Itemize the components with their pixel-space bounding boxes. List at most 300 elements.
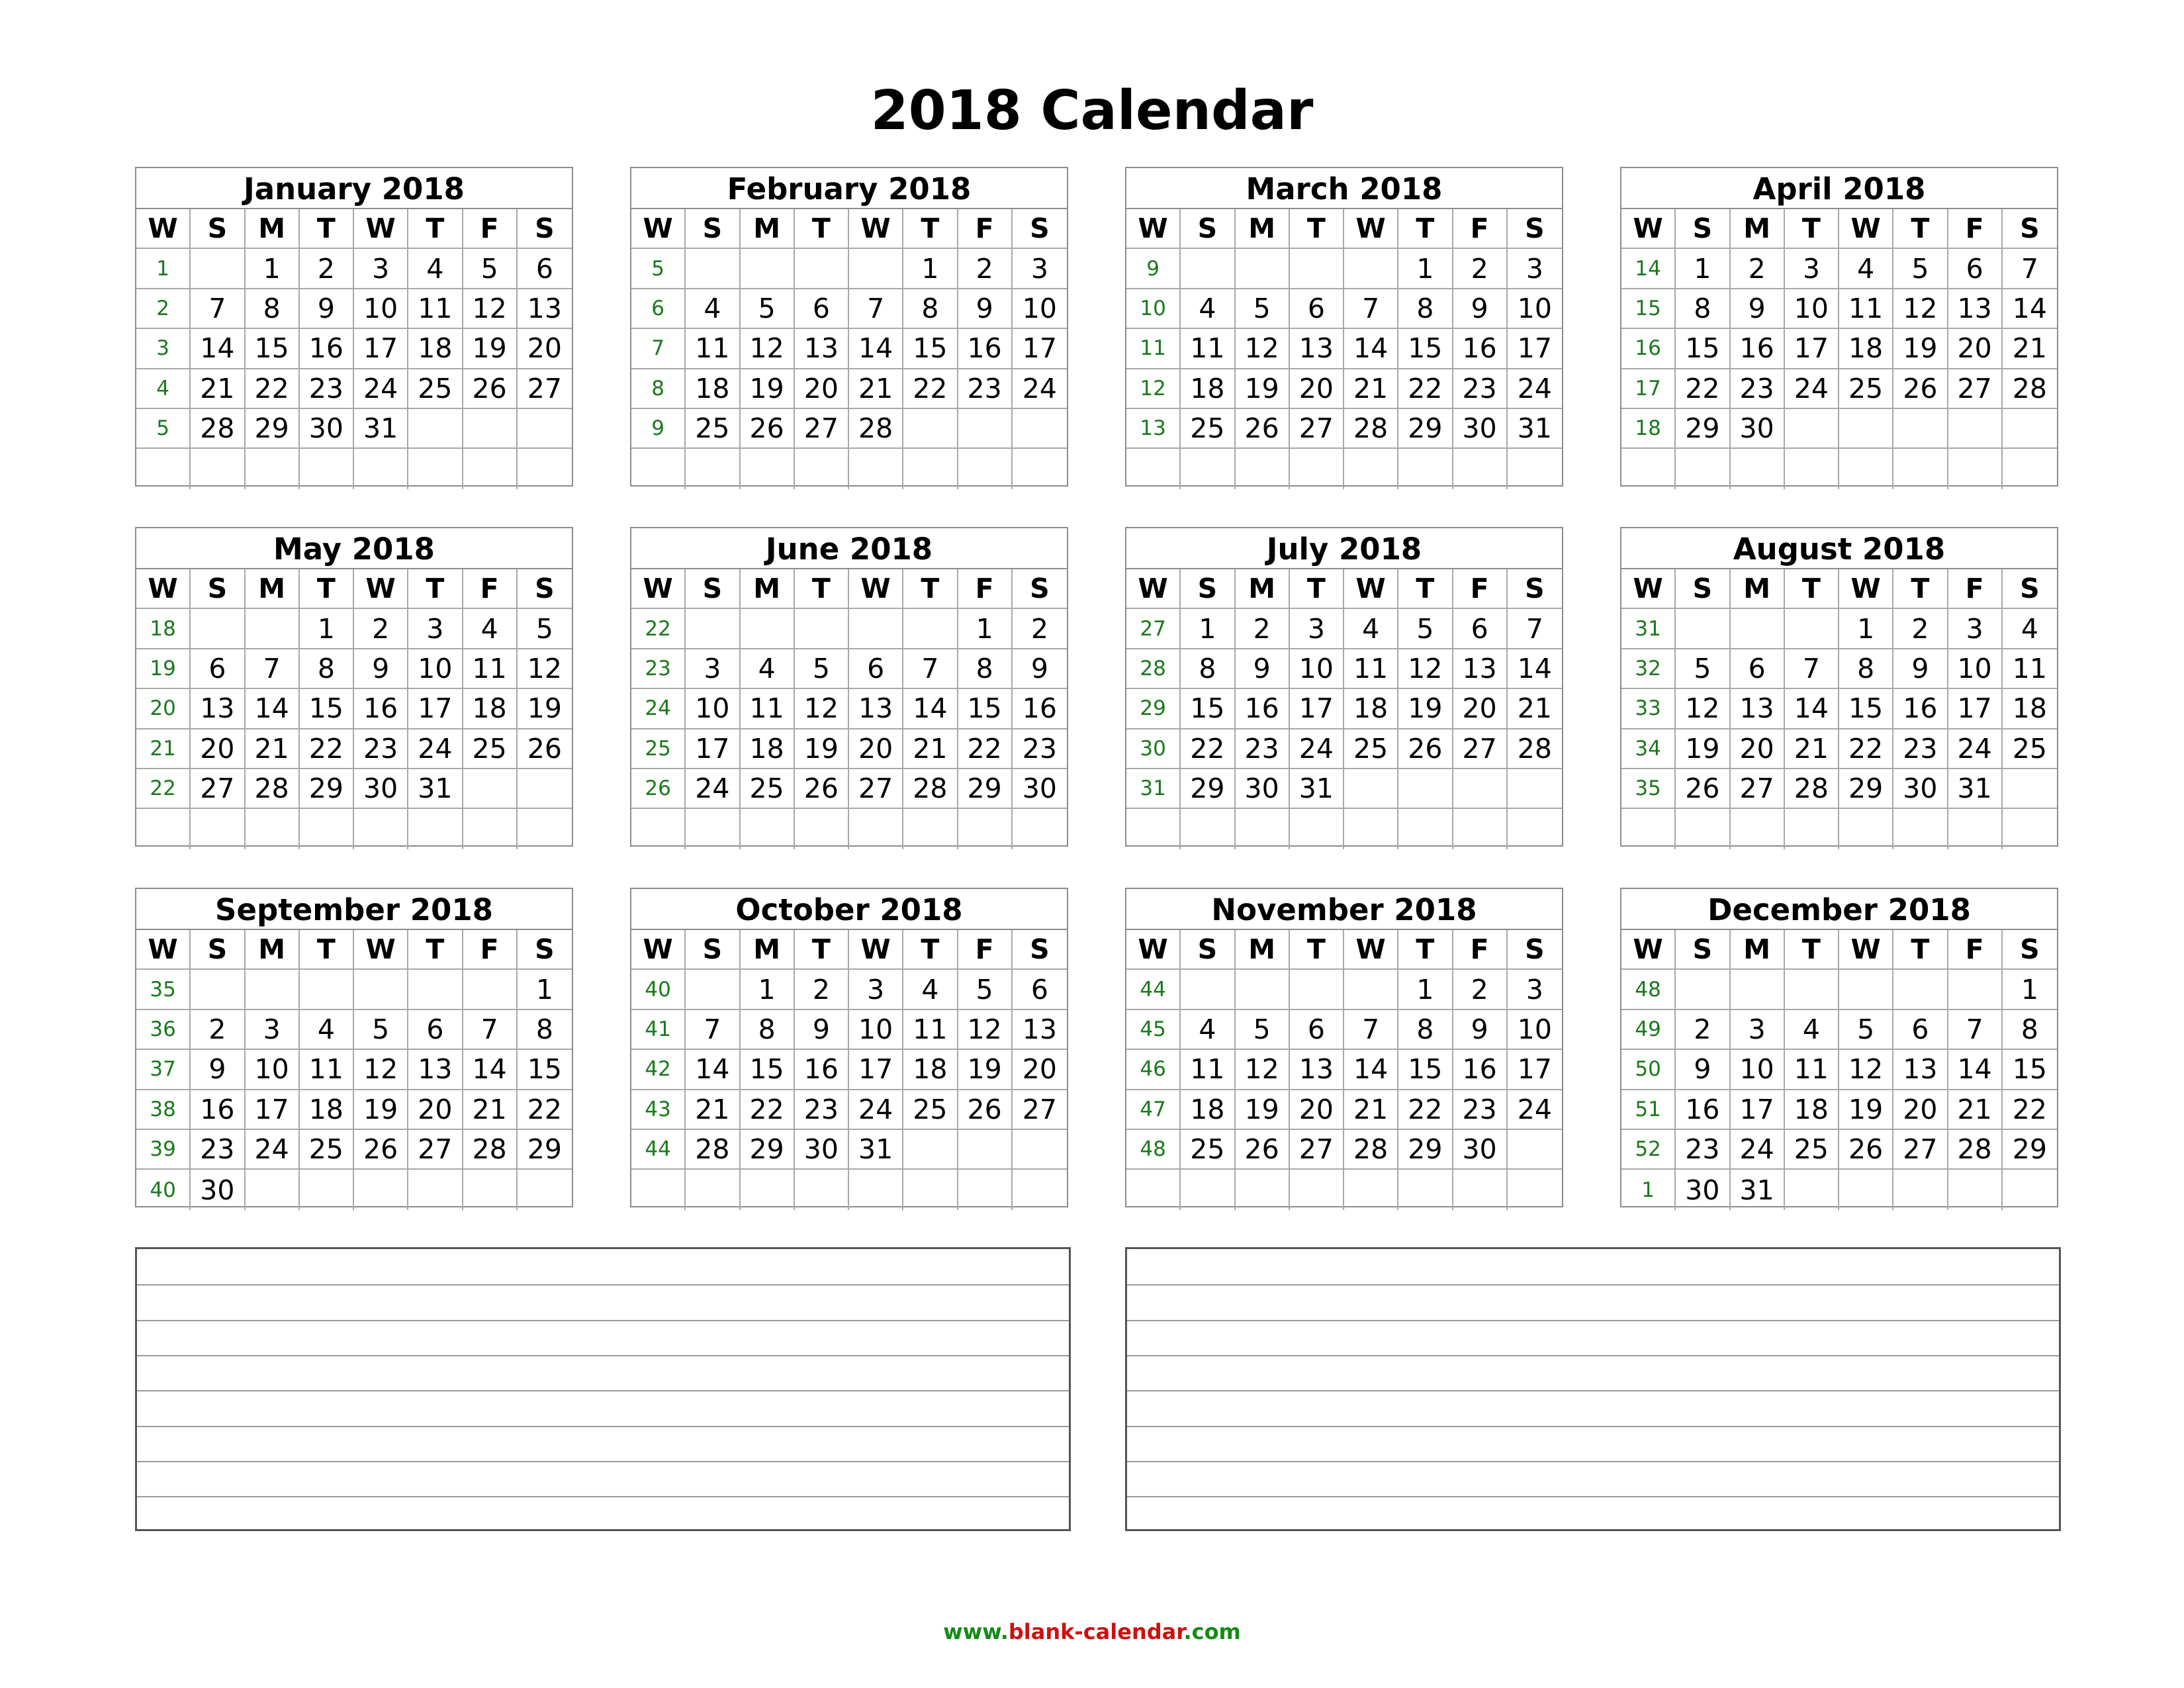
day-cell: 23 xyxy=(1013,729,1067,769)
week-number: 31 xyxy=(1621,609,1676,649)
day-cell xyxy=(1893,409,1948,449)
weekday-header: W xyxy=(1839,569,1893,609)
day-cell: 3 xyxy=(408,609,463,649)
week-number: 3 xyxy=(136,329,191,369)
day-cell xyxy=(1344,809,1398,849)
day-cell: 28 xyxy=(1948,1130,2003,1170)
footer-website[interactable] xyxy=(0,1619,2184,1644)
day-cell: 28 xyxy=(903,769,958,809)
day-cell: 28 xyxy=(191,409,245,449)
day-cell xyxy=(849,609,903,649)
week-number: 41 xyxy=(631,1010,686,1050)
day-cell xyxy=(1013,409,1067,449)
weekday-header: T xyxy=(408,569,463,609)
day-cell: 3 xyxy=(354,249,408,289)
day-cell: 16 xyxy=(1676,1090,1730,1130)
day-cell: 24 xyxy=(354,369,408,409)
week-number: 23 xyxy=(631,649,686,689)
day-cell xyxy=(1453,769,1508,809)
day-cell xyxy=(1731,609,1785,649)
week-number: 36 xyxy=(136,1010,191,1050)
note-line xyxy=(137,1284,1069,1286)
weekday-header: F xyxy=(1948,930,2003,970)
day-cell: 14 xyxy=(1785,689,1839,729)
day-cell: 25 xyxy=(300,1130,354,1170)
week-number: 16 xyxy=(1621,329,1676,369)
day-cell xyxy=(408,970,463,1009)
weekday-header: T xyxy=(1398,930,1453,970)
weekday-header: T xyxy=(408,209,463,249)
footer-www: www. xyxy=(943,1619,1009,1644)
week-number: 35 xyxy=(1621,769,1676,809)
day-cell: 22 xyxy=(741,1090,795,1130)
day-cell: 4 xyxy=(300,1010,354,1050)
day-cell xyxy=(354,970,408,1009)
day-cell: 30 xyxy=(1731,409,1785,449)
month-grid xyxy=(1126,930,1562,1210)
day-cell: 12 xyxy=(1236,329,1290,369)
week-number: 29 xyxy=(1126,689,1181,729)
day-cell: 30 xyxy=(1453,409,1508,449)
weekday-header: S xyxy=(1181,930,1235,970)
weekday-header: W xyxy=(354,209,408,249)
day-cell: 11 xyxy=(463,649,518,689)
weekday-header: S xyxy=(1676,569,1730,609)
day-cell: 20 xyxy=(1290,369,1344,409)
day-cell: 21 xyxy=(1344,369,1398,409)
day-cell xyxy=(1344,249,1398,289)
day-cell: 9 xyxy=(958,289,1013,329)
notes-box-right[interactable] xyxy=(1125,1247,2061,1531)
week-number: 35 xyxy=(136,970,191,1009)
week-number-header: W xyxy=(631,930,686,970)
day-cell: 23 xyxy=(354,729,408,769)
note-line xyxy=(1127,1496,2059,1497)
day-cell: 14 xyxy=(903,689,958,729)
day-cell: 20 xyxy=(191,729,245,769)
day-cell: 25 xyxy=(463,729,518,769)
day-cell: 1 xyxy=(2003,970,2057,1009)
day-cell: 27 xyxy=(1731,769,1785,809)
day-cell xyxy=(300,970,354,1009)
week-number: 45 xyxy=(1126,1010,1181,1050)
day-cell: 24 xyxy=(408,729,463,769)
weekday-header: M xyxy=(1236,209,1290,249)
weekday-header: T xyxy=(795,209,849,249)
day-cell: 7 xyxy=(2003,249,2057,289)
day-cell: 20 xyxy=(1731,729,1785,769)
month-calendar xyxy=(1125,527,1563,847)
day-cell: 6 xyxy=(191,649,245,689)
day-cell: 27 xyxy=(795,409,849,449)
day-cell xyxy=(1676,970,1730,1009)
day-cell: 14 xyxy=(686,1050,740,1090)
day-cell xyxy=(354,809,408,849)
month-grid xyxy=(631,209,1067,489)
month-title: December 2018 xyxy=(1621,889,2057,930)
month-calendar xyxy=(1125,888,1563,1207)
day-cell xyxy=(1785,409,1839,449)
day-cell: 5 xyxy=(1893,249,1948,289)
weekday-header: M xyxy=(1731,569,1785,609)
day-cell xyxy=(1181,449,1235,489)
day-cell: 17 xyxy=(1731,1090,1785,1130)
day-cell: 29 xyxy=(1676,409,1730,449)
day-cell: 15 xyxy=(1398,329,1453,369)
day-cell: 3 xyxy=(686,649,740,689)
day-cell: 18 xyxy=(1785,1090,1839,1130)
day-cell: 26 xyxy=(1398,729,1453,769)
week-number: 21 xyxy=(136,729,191,769)
day-cell: 17 xyxy=(1290,689,1344,729)
day-cell: 29 xyxy=(1839,769,1893,809)
day-cell: 19 xyxy=(1676,729,1730,769)
day-cell: 14 xyxy=(2003,289,2057,329)
day-cell: 7 xyxy=(1785,649,1839,689)
day-cell: 8 xyxy=(958,649,1013,689)
week-number: 4 xyxy=(136,369,191,409)
day-cell: 15 xyxy=(903,329,958,369)
day-cell xyxy=(741,249,795,289)
day-cell: 7 xyxy=(463,1010,518,1050)
day-cell: 14 xyxy=(1948,1050,2003,1090)
day-cell: 19 xyxy=(1839,1090,1893,1130)
day-cell: 3 xyxy=(849,970,903,1009)
day-cell: 15 xyxy=(1398,1050,1453,1090)
day-cell: 25 xyxy=(1344,729,1398,769)
day-cell xyxy=(408,809,463,849)
day-cell: 3 xyxy=(246,1010,300,1050)
week-number: 44 xyxy=(631,1130,686,1170)
day-cell xyxy=(1013,1130,1067,1170)
day-cell xyxy=(1508,449,1562,489)
week-number-header: W xyxy=(1126,569,1181,609)
day-cell: 13 xyxy=(408,1050,463,1090)
day-cell xyxy=(300,1170,354,1209)
day-cell xyxy=(1290,809,1344,849)
week-number-header: W xyxy=(1621,930,1676,970)
day-cell: 13 xyxy=(191,689,245,729)
day-cell: 18 xyxy=(1181,369,1235,409)
weekday-header: F xyxy=(1453,569,1508,609)
weekday-header: S xyxy=(518,930,572,970)
day-cell: 7 xyxy=(903,649,958,689)
week-number-header: W xyxy=(631,569,686,609)
day-cell xyxy=(1731,809,1785,849)
week-number: 20 xyxy=(136,689,191,729)
day-cell xyxy=(686,1170,740,1209)
week-number xyxy=(631,809,686,849)
day-cell xyxy=(1893,449,1948,489)
day-cell: 26 xyxy=(1839,1130,1893,1170)
day-cell: 13 xyxy=(1893,1050,1948,1090)
day-cell xyxy=(903,449,958,489)
weekday-header: W xyxy=(1839,930,1893,970)
day-cell: 9 xyxy=(300,289,354,329)
day-cell: 6 xyxy=(1948,249,2003,289)
day-cell: 25 xyxy=(1181,409,1235,449)
week-number: 12 xyxy=(1126,369,1181,409)
day-cell: 7 xyxy=(1344,1010,1398,1050)
day-cell xyxy=(463,809,518,849)
day-cell: 13 xyxy=(795,329,849,369)
weekday-header: F xyxy=(1453,930,1508,970)
day-cell: 2 xyxy=(1453,249,1508,289)
day-cell: 19 xyxy=(518,689,572,729)
day-cell: 12 xyxy=(1398,649,1453,689)
day-cell: 29 xyxy=(1398,409,1453,449)
day-cell: 5 xyxy=(463,249,518,289)
day-cell xyxy=(1453,1170,1508,1209)
day-cell xyxy=(1893,1170,1948,1209)
day-cell: 5 xyxy=(1236,1010,1290,1050)
month-calendar xyxy=(630,167,1068,487)
month-grid xyxy=(1621,930,2057,1210)
day-cell xyxy=(903,409,958,449)
notes-box-left[interactable] xyxy=(135,1247,1071,1531)
day-cell: 30 xyxy=(1236,769,1290,809)
week-number: 33 xyxy=(1621,689,1676,729)
day-cell: 2 xyxy=(1236,609,1290,649)
day-cell: 27 xyxy=(1290,1130,1344,1170)
day-cell: 23 xyxy=(1676,1130,1730,1170)
weekday-header: M xyxy=(246,209,300,249)
weekday-header: F xyxy=(1948,569,2003,609)
weekday-header: W xyxy=(1344,209,1398,249)
day-cell: 10 xyxy=(686,689,740,729)
day-cell xyxy=(2003,1170,2057,1209)
month-calendar xyxy=(135,527,573,847)
week-number: 7 xyxy=(631,329,686,369)
day-cell: 6 xyxy=(518,249,572,289)
day-cell: 4 xyxy=(2003,609,2057,649)
day-cell: 9 xyxy=(1013,649,1067,689)
month-calendar xyxy=(1125,167,1563,487)
weekday-header: F xyxy=(463,930,518,970)
day-cell xyxy=(1948,449,2003,489)
weekday-header: S xyxy=(191,930,245,970)
day-cell xyxy=(1344,769,1398,809)
week-number-header: W xyxy=(1621,209,1676,249)
day-cell xyxy=(1290,970,1344,1009)
day-cell: 13 xyxy=(1948,289,2003,329)
week-number: 1 xyxy=(136,249,191,289)
day-cell xyxy=(1785,809,1839,849)
day-cell xyxy=(246,449,300,489)
day-cell: 20 xyxy=(408,1090,463,1130)
day-cell xyxy=(1236,809,1290,849)
weekday-header: W xyxy=(1344,569,1398,609)
day-cell: 23 xyxy=(958,369,1013,409)
day-cell: 22 xyxy=(1839,729,1893,769)
day-cell: 22 xyxy=(1398,1090,1453,1130)
day-cell: 6 xyxy=(1290,289,1344,329)
week-number-header: W xyxy=(1621,569,1676,609)
day-cell: 22 xyxy=(1398,369,1453,409)
day-cell: 21 xyxy=(903,729,958,769)
day-cell xyxy=(1344,449,1398,489)
day-cell xyxy=(741,449,795,489)
day-cell: 29 xyxy=(1398,1130,1453,1170)
day-cell: 1 xyxy=(246,249,300,289)
day-cell: 26 xyxy=(518,729,572,769)
day-cell: 24 xyxy=(1731,1130,1785,1170)
week-number: 17 xyxy=(1621,369,1676,409)
week-number: 14 xyxy=(1621,249,1676,289)
day-cell xyxy=(518,449,572,489)
day-cell: 4 xyxy=(741,649,795,689)
day-cell: 19 xyxy=(354,1090,408,1130)
day-cell: 25 xyxy=(686,409,740,449)
day-cell: 20 xyxy=(518,329,572,369)
day-cell: 30 xyxy=(1453,1130,1508,1170)
day-cell xyxy=(1290,449,1344,489)
day-cell xyxy=(1013,449,1067,489)
week-number: 19 xyxy=(136,649,191,689)
day-cell xyxy=(741,1170,795,1209)
day-cell xyxy=(354,449,408,489)
weekday-header: S xyxy=(686,569,740,609)
day-cell xyxy=(408,409,463,449)
weekday-header: S xyxy=(1508,209,1562,249)
day-cell xyxy=(1948,970,2003,1009)
weekday-header: T xyxy=(1893,209,1948,249)
note-line xyxy=(137,1390,1069,1391)
day-cell xyxy=(686,609,740,649)
day-cell: 13 xyxy=(1290,1050,1344,1090)
note-line xyxy=(137,1426,1069,1427)
day-cell: 8 xyxy=(1181,649,1235,689)
day-cell: 8 xyxy=(1398,289,1453,329)
day-cell: 30 xyxy=(795,1130,849,1170)
day-cell: 31 xyxy=(354,409,408,449)
day-cell xyxy=(463,409,518,449)
week-number: 10 xyxy=(1126,289,1181,329)
day-cell xyxy=(1785,609,1839,649)
day-cell: 3 xyxy=(1013,249,1067,289)
day-cell: 11 xyxy=(1181,329,1235,369)
day-cell: 10 xyxy=(1013,289,1067,329)
day-cell: 2 xyxy=(300,249,354,289)
day-cell xyxy=(1344,1170,1398,1209)
day-cell xyxy=(741,809,795,849)
day-cell xyxy=(1344,970,1398,1009)
day-cell: 4 xyxy=(1181,289,1235,329)
day-cell xyxy=(1290,249,1344,289)
day-cell: 2 xyxy=(795,970,849,1009)
footer-brand: blank-calendar xyxy=(1008,1619,1184,1644)
day-cell xyxy=(1181,1170,1235,1209)
day-cell: 10 xyxy=(1508,289,1562,329)
day-cell: 3 xyxy=(1785,249,1839,289)
day-cell: 5 xyxy=(1236,289,1290,329)
weekday-header: T xyxy=(903,930,958,970)
day-cell: 24 xyxy=(849,1090,903,1130)
day-cell: 31 xyxy=(1731,1170,1785,1209)
day-cell: 9 xyxy=(1676,1050,1730,1090)
week-number: 26 xyxy=(631,769,686,809)
day-cell xyxy=(2003,809,2057,849)
weekday-header: S xyxy=(1676,209,1730,249)
day-cell: 7 xyxy=(1508,609,1562,649)
day-cell: 14 xyxy=(191,329,245,369)
day-cell: 9 xyxy=(191,1050,245,1090)
day-cell: 31 xyxy=(1508,409,1562,449)
day-cell: 16 xyxy=(1236,689,1290,729)
week-number: 1 xyxy=(1621,1170,1676,1209)
day-cell xyxy=(1013,809,1067,849)
day-cell: 12 xyxy=(958,1010,1013,1050)
weekday-header: S xyxy=(1181,209,1235,249)
day-cell: 7 xyxy=(191,289,245,329)
day-cell: 7 xyxy=(849,289,903,329)
day-cell xyxy=(1676,449,1730,489)
day-cell: 29 xyxy=(741,1130,795,1170)
day-cell xyxy=(1839,809,1893,849)
week-number xyxy=(1126,449,1181,489)
day-cell: 19 xyxy=(958,1050,1013,1090)
day-cell: 23 xyxy=(1453,1090,1508,1130)
day-cell: 3 xyxy=(1731,1010,1785,1050)
day-cell: 10 xyxy=(1731,1050,1785,1090)
day-cell: 22 xyxy=(2003,1090,2057,1130)
day-cell xyxy=(1839,409,1893,449)
day-cell: 4 xyxy=(903,970,958,1009)
day-cell: 7 xyxy=(1948,1010,2003,1050)
weekday-header: S xyxy=(1181,569,1235,609)
month-calendar xyxy=(1620,167,2058,487)
weekday-header: S xyxy=(191,209,245,249)
day-cell: 14 xyxy=(849,329,903,369)
week-number: 5 xyxy=(136,409,191,449)
weekday-header: S xyxy=(2003,930,2057,970)
day-cell xyxy=(463,1170,518,1209)
day-cell: 27 xyxy=(191,769,245,809)
day-cell: 25 xyxy=(408,369,463,409)
week-number: 24 xyxy=(631,689,686,729)
day-cell: 8 xyxy=(2003,1010,2057,1050)
day-cell xyxy=(1181,809,1235,849)
week-number: 50 xyxy=(1621,1050,1676,1090)
day-cell: 6 xyxy=(1893,1010,1948,1050)
month-calendar xyxy=(1620,888,2058,1207)
day-cell: 6 xyxy=(849,649,903,689)
day-cell: 20 xyxy=(1893,1090,1948,1130)
note-line xyxy=(1127,1320,2059,1321)
day-cell xyxy=(518,1170,572,1209)
weekday-header: S xyxy=(518,569,572,609)
day-cell: 12 xyxy=(354,1050,408,1090)
week-number: 32 xyxy=(1621,649,1676,689)
day-cell xyxy=(1785,1170,1839,1209)
day-cell: 21 xyxy=(1508,689,1562,729)
weekday-header: M xyxy=(741,209,795,249)
weekday-header: T xyxy=(300,569,354,609)
day-cell: 12 xyxy=(1839,1050,1893,1090)
day-cell: 3 xyxy=(1290,609,1344,649)
day-cell: 1 xyxy=(741,970,795,1009)
week-number-header: W xyxy=(1126,930,1181,970)
week-number xyxy=(631,1170,686,1209)
day-cell: 5 xyxy=(958,970,1013,1009)
day-cell: 29 xyxy=(300,769,354,809)
day-cell xyxy=(849,1170,903,1209)
week-number: 42 xyxy=(631,1050,686,1090)
day-cell: 30 xyxy=(1676,1170,1730,1209)
day-cell: 5 xyxy=(741,289,795,329)
day-cell xyxy=(795,609,849,649)
weekday-header: M xyxy=(1731,209,1785,249)
